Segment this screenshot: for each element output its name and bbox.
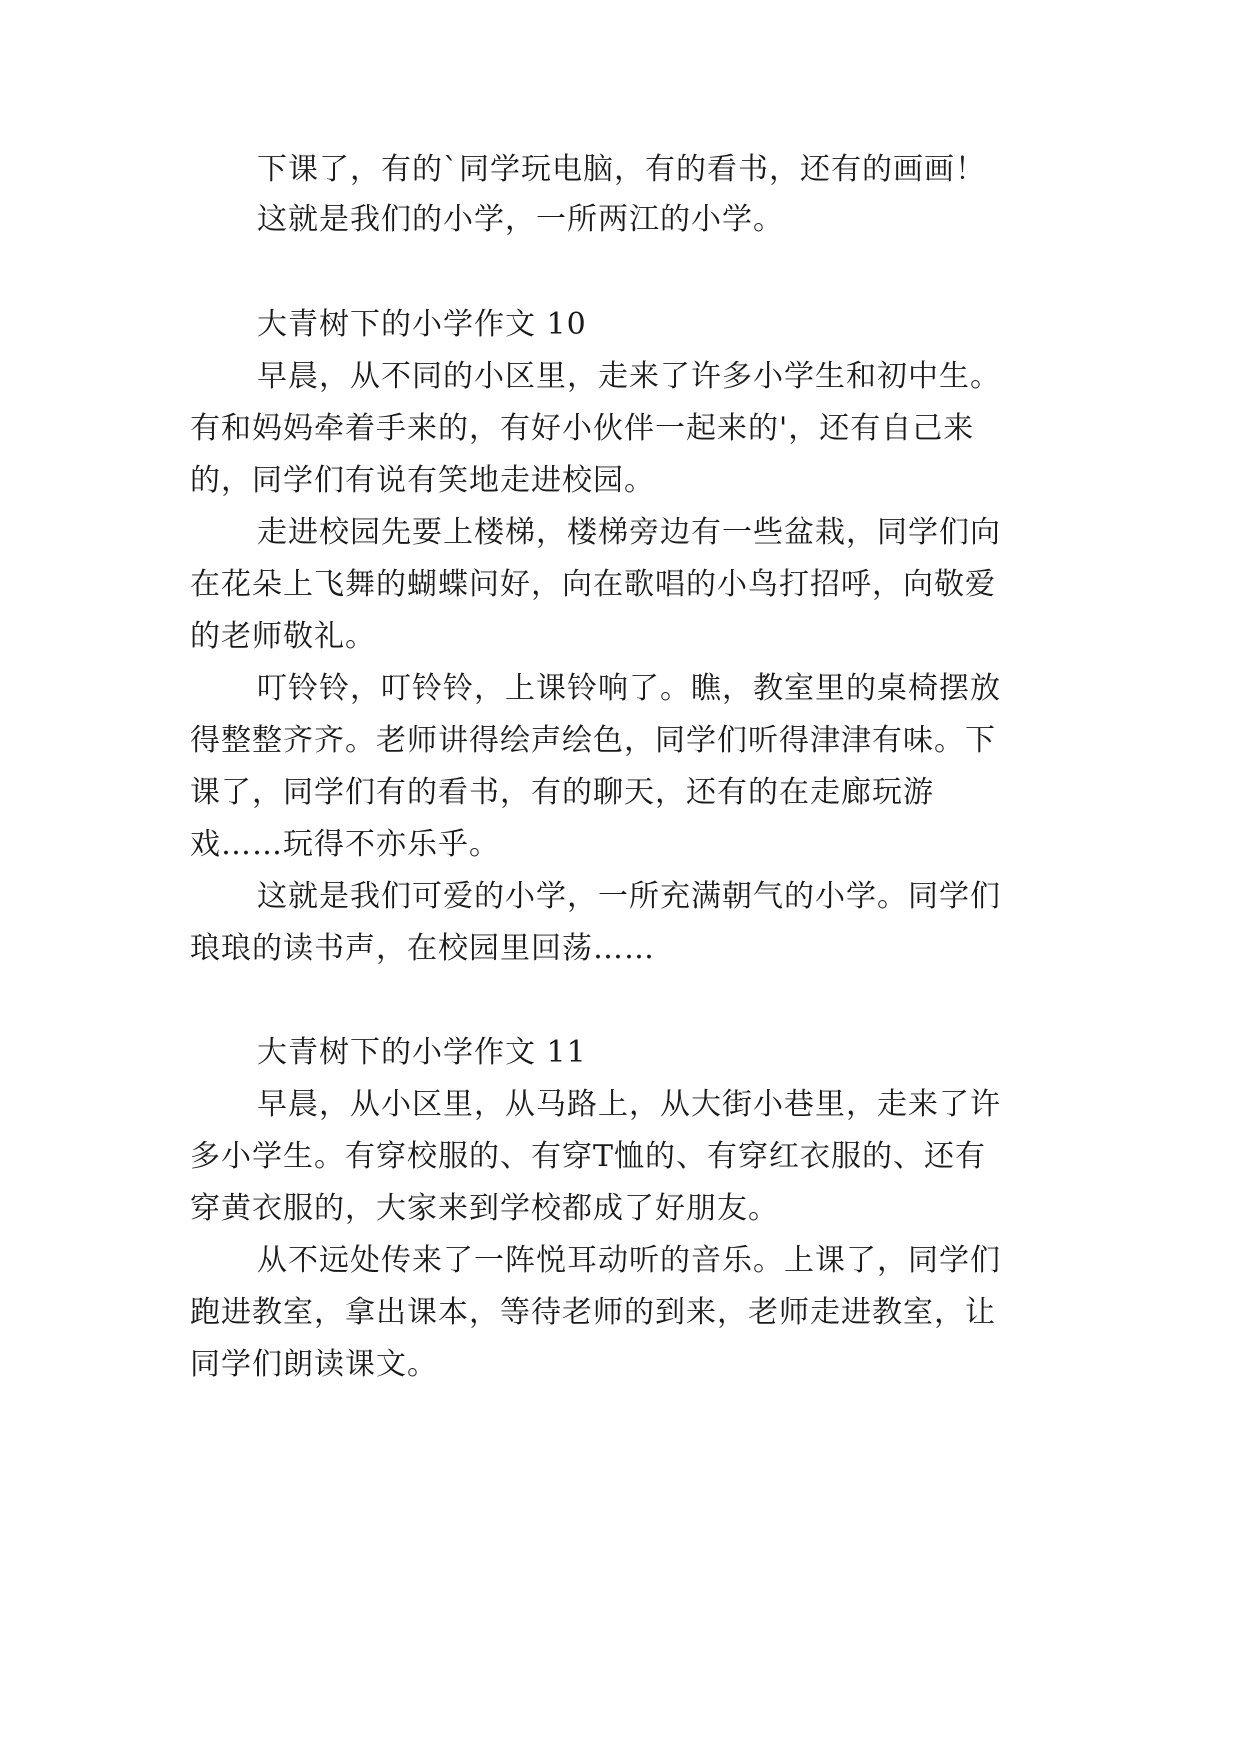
text-line: 走进校园先要上楼梯，楼梯旁边有一些盆栽，同学们向	[257, 515, 1001, 550]
section-heading: 大青树下的小学作文 11	[257, 1035, 587, 1070]
text-line: 从不远处传来了一阵悦耳动听的音乐。上课了，同学们	[257, 1243, 1001, 1278]
text-line: 下课了，有的`同学玩电脑，有的看书，还有的画画！	[257, 152, 986, 187]
text-line: 的老师敬礼。	[190, 619, 376, 654]
text-line: 同学们朗读课文。	[190, 1347, 438, 1382]
text-line: 戏……玩得不亦乐乎。	[190, 827, 500, 862]
text-line: 早晨，从小区里，从马路上，从大街小巷里，走来了许	[257, 1087, 1001, 1122]
text-line: 在花朵上飞舞的蝴蝶问好，向在歌唱的小鸟打招呼，向敬爱	[190, 567, 996, 602]
text-line: 有和妈妈牵着手来的，有好小伙伴一起来的'，还有自己来	[190, 411, 975, 446]
text-line: 得整整齐齐。老师讲得绘声绘色，同学们听得津津有味。下	[190, 723, 996, 758]
text-line: 这就是我们的小学，一所两江的小学。	[257, 202, 784, 237]
text-line: 穿黄衣服的，大家来到学校都成了好朋友。	[190, 1191, 779, 1226]
text-line: 琅琅的读书声，在校园里回荡……	[190, 931, 655, 966]
text-line: 的，同学们有说有笑地走进校园。	[190, 463, 655, 498]
text-line: 课了，同学们有的看书，有的聊天，还有的在走廊玩游	[190, 775, 934, 810]
text-line: 叮铃铃，叮铃铃，上课铃响了。瞧，教室里的桌椅摆放	[257, 671, 1001, 706]
text-line: 这就是我们可爱的小学，一所充满朝气的小学。同学们	[257, 879, 1001, 914]
text-line: 多小学生。有穿校服的、有穿T恤的、有穿红衣服的、还有	[190, 1139, 987, 1174]
section-heading: 大青树下的小学作文 10	[257, 307, 587, 342]
text-line: 早晨，从不同的小区里，走来了许多小学生和初中生。	[257, 359, 1001, 394]
text-line: 跑进教室，拿出课本，等待老师的到来，老师走进教室，让	[190, 1295, 996, 1330]
